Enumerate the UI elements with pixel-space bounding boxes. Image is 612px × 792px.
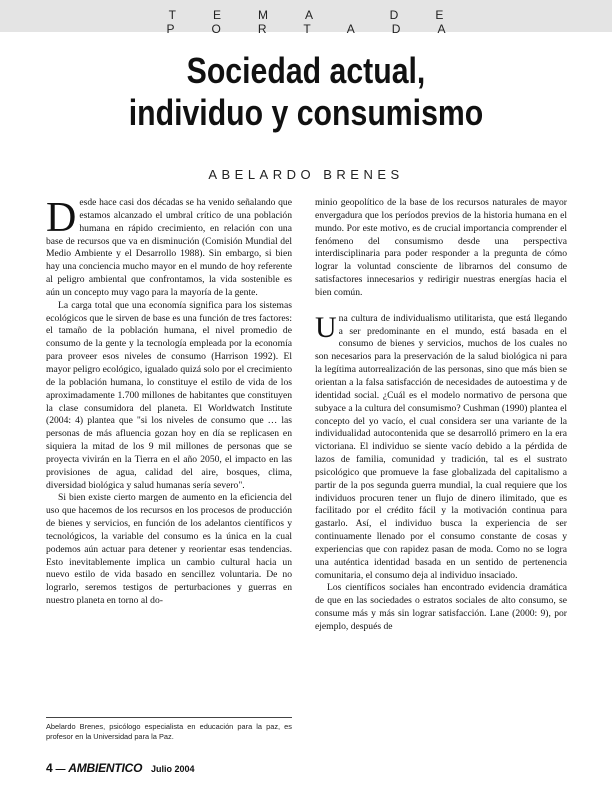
drop-cap: U [315,310,337,344]
paragraph [315,310,567,583]
paragraph: minio geopolítico de la base de los recursos naturales de mayor envergadura que los períodos previos de la historia humana en el mundo. Por este motivo, es de crucial importancia comprender el fenómeno del consumismo desde una perspectiva interdisciplinaria para poder responder a la pregunta de cómo lograr la voluntad consciente de librarnos del consumo de satisfactores innecesarios y redirigir nuestras energías hacia el bien común. [315,197,567,298]
right-column [315,197,567,634]
footnote-rule [46,717,292,718]
section-label: TEMA DE PORTADA [166,8,483,36]
paragraph-text: na cultura de individualismo utilitarista, que está llegando a ser predominante en el mundo, está basada en el consumo de bienes y servicios, muchos de los cuales no son necesarios para la preservación de la salud biológica ni para la legítima autorrealización de las personas, sino que más bien se orientan a la falsa satisfacción de necesidades de autoestima y de identidad social. ¿Cuál es el modelo normativo de persona que subyace a la cultura del consumismo? Cushman (1990) plantea el concepto del yo vacío, el cual considera ser una variante de la individualidad autocontenida que se desarrolló primero en la era victoriana. El individuo se siente vacío debido a la pérdida de lazos de familia, comunidad y tradición, tal es el sustrato psicológico que promueve la fase globalizada del capitalismo a partir de la pos segunda guerra mundial, la cual requiere que los individuos procuren tener un flujo de dinero ilimitado, que es facilitado por el crédito fácil y la motivación continua para gastarlo. Así, el individuo busca la experiencia de ser continuamente llenado por el consumo constante de cosas y experiencias que con rapidez pasan de moda. Como no se logra una auténtica identidad basada en un sentido de pertenencia comunitaria, el consumo deja al individuo insaciado. [315,312,567,581]
paragraph-text: esde hace casi dos décadas se ha venido señalando que estamos alcanzado el umbral crítico de una población humana en rápido crecimiento, en relación con una base de recursos que va en disminución (Comisión Mundial del Medio Ambiente y el Desarrollo 1988). Sin embargo, si bien hay una conciencia mucho mayor en el mundo de hoy referente al peligro ambiental que confrontamos, la vida sostenible es aún un concepto muy vago para la mayoría de la gente. [46,197,292,298]
magazine-logo: AMBIENTICO [68,761,143,775]
author-footnote: Abelardo Brenes, psicólogo especialista en educación para la paz, es profesor en la Universidad para la Paz. [46,722,292,741]
footer-dash: — [55,764,66,775]
author-byline: ABELARDO BRENES [208,167,404,182]
article-title [83,50,530,134]
left-column [46,197,292,608]
drop-cap: D [46,195,77,241]
page-footer [46,761,195,775]
title-line-2: individuo y consumismo [128,92,484,133]
paragraph [46,197,292,300]
paragraph: La carga total que una economía significa para los sistemas ecológicos que le sirven de base es una función de tres factores: el tamaño de la población humana, el nivel promedio de consumo de la gente y la tecnología empleada por la economía para proveer esos niveles de consumo (Harrison 1992). El mayor peligro ecológico, igualado quizá solo por el crecimiento de la población humana, lo constituye el estilo de vida de los aproximadamente 1.700 millones de habitantes que constituyen la clase consumidora del planeta. El Worldwatch Institute (2004: 4) plantea que "si los niveles de consumo que … las personas de más afluencia gozan hoy en día se replicasen en siquiera la mitad de los 9 mil millones de personas que se proyecta vivirán en la Tierra en el año 2050, el impacto en las provisiones de agua, calidad del aire, bosques, clima, diversidad biológica y salud humanas sería severo". [46,299,292,491]
paragraph: Si bien existe cierto margen de aumento en la eficiencia del uso que hacemos de los recursos en los procesos de producción de bienes y servicios, en función de los adelantos científicos y tecnológicos, la variable del consumo es la única en la cual podemos aún actuar para detener y reorientar esas tendencias. Esto inevitablemente implica un cambio cultural hacia un nuevo estilo de vida basado en sencillez voluntaria. De no lograrlo, seremos testigos de perturbaciones y guerras en nuestro planeta en torno al do- [46,492,292,607]
title-line-1: Sociedad actual, [186,50,426,91]
paragraph: Los científicos sociales han encontrado evidencia dramática de que en las sociedades o estratos sociales de alto consumo, se consume más y más sin lograr satisfacción. Lane (2000: 9), por ejemplo, después de [315,582,567,632]
page-number: 4 [46,761,53,775]
issue-date: Julio 2004 [151,764,195,774]
